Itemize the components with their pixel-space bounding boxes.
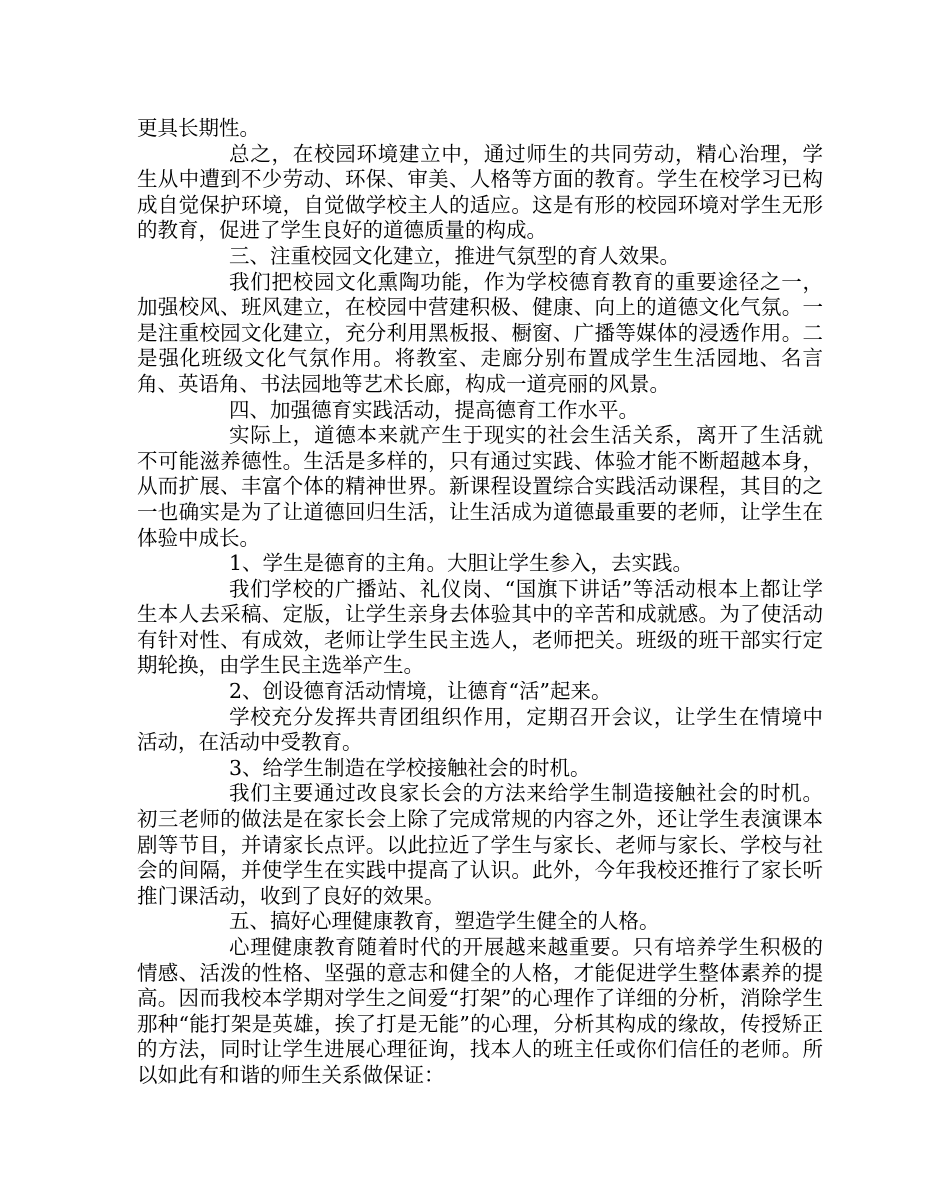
paragraph-6: 实际上，道德本来就产生于现实的社会生活关系，离开了生活就不可能滋养德性。生活是多样的，只有通过实践、体验才能不断超越本身，从而扩展、丰富个体的精神世界。新课程设置综合实践活动课程，其目的之一也确实是为了让道德回归生活，让生活成为道德最重要的老师，让学生在体验中成长。 [137,423,823,550]
subheading-1: 1、学生是德育的主角。大胆让学生参入，去实践。 [229,551,694,576]
subheading-2: 2、创设德育活动情境，让德育“活”起来。 [229,679,612,704]
paragraph-14: 心理健康教育随着时代的开展越来越重要。只有培养学生积极的情感、活泼的性格、坚强的意志和健全的人格，才能促进学生整体素养的提高。因而我校本学期对学生之间爱“打架”的心理作了详细的分析，消除学生那种“能打架是英雄，挨了打是无能”的心理，分析其构成的缘故，传授矫正的方法，同时让学生进展心理征询，找本人的班主任或你们信任的老师。所以如此有和谐的师生关系做保证： [137,935,823,1087]
paragraph-12: 我们主要通过改良家长会的方法来给学生制造接触社会的时机。初三老师的做法是在家长会上除了完成常规的内容之外，还让学生表演课本剧等节目，并请家长点评。以此拉近了学生与家长、老师与家长、学校与社会的间隔，并使学生在实践中提高了认识。此外，今年我校还推行了家长听推门课活动，收到了良好的效果。 [137,781,823,908]
paragraph-10: 学校充分发挥共青团组织作用，定期召开会议，让学生在情境中活动，在活动中受教育。 [137,704,823,755]
subheading-3: 3、给学生制造在学校接触社会的时机。 [229,755,591,780]
paragraph-1: 更具长期性。 [137,116,260,140]
paragraph-8: 我们学校的广播站、礼仪岗、“国旗下讲话”等活动根本上都让学生本人去采稿、定版，让学生亲身去体验其中的辛苦和成就感。为了使活动有针对性、有成效，老师让学生民主选人，老师把关。班级的班干部实行定期轮换，由学生民主选举产生。 [137,576,823,678]
document-body [137,116,823,1089]
section-heading-4: 四、加强德育实践活动，提高德育工作水平。 [229,397,639,422]
section-heading-5: 五、搞好心理健康教育，塑造学生健全的人格。 [229,909,660,934]
paragraph-4: 我们把校园文化熏陶功能，作为学校德育教育的重要途径之一，加强校风、班风建立，在校园中营建积极、健康、向上的道德文化气氛。一是注重校园文化建立，充分利用黑板报、橱窗、广播等媒体的浸透作用。二是强化班级文化气氛作用。将教室、走廊分别布置成学生生活园地、名言角、英语角、书法园地等艺术长廊，构成一道亮丽的风景。 [137,269,823,396]
section-heading-3: 三、注重校园文化建立，推进气氛型的育人效果。 [229,243,680,268]
paragraph-2: 总之，在校园环境建立中，通过师生的共同劳动，精心治理，学生从中遭到不少劳动、环保、审美、人格等方面的教育。学生在校学习已构成自觉保护环境，自觉做学校主人的适应。这是有形的校园环境对学生无形的教育，促进了学生良好的道德质量的构成。 [137,141,823,243]
